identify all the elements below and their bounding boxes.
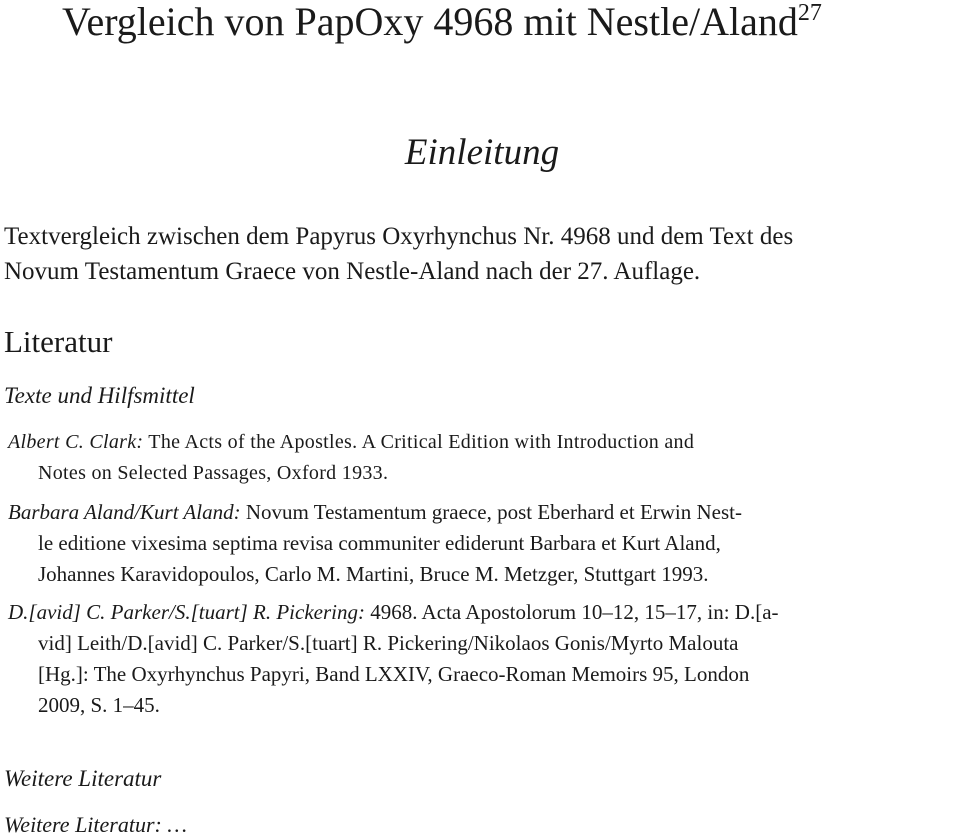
texts-subheading: Texte und Hilfsmittel [4,383,195,408]
bib-parker-line-1-text: 4968. Acta Apostolorum 10–12, 15–17, in: D.[a- [364,600,779,624]
page-title [62,0,822,44]
page-title-text: Vergleich von PapOxy 4968 mit Nestle/Aland [62,0,798,44]
intro-line-1: Textvergleich zwischen dem Papyrus Oxyrhynchus Nr. 4968 und dem Text des [4,223,794,250]
section-heading-einleitung: Einleitung [404,132,560,173]
bib-clark-line-1 [8,427,956,458]
intro-paragraph [4,219,954,289]
bib-parker-line-2: vid] Leith/D.[avid] C. Parker/S.[tuart] R. Pickering/Nikolaos Gonis/Myrto Malouta [38,631,739,655]
intro-line-2: Novum Testamentum Graece von Nestle-Aland nach der 27. Auflage. [4,258,701,285]
further-literature-subheading: Weitere Literatur [4,766,162,791]
literature-heading: Literatur [4,324,113,359]
bib-parker-line-3: [Hg.]: The Oxyrhynchus Papyri, Band LXXIV, Graeco-Roman Memoirs 95, London [38,662,750,686]
bib-parker-line-1 [8,597,956,628]
further-literature-text: Weitere Literatur: … [4,812,187,837]
bib-aland-line-2: le editione vixesima septima revisa communiter ediderunt Barbara et Kurt Aland, [38,531,721,555]
bibliography-entry-aland [8,497,956,590]
bib-parker-author: D.[avid] C. Parker/S.[tuart] R. Pickering: [8,600,365,624]
bib-aland-line-1 [8,497,956,528]
bib-aland-line-1-text: Novum Testamentum graece, post Eberhard et Erwin Nest- [240,500,742,524]
bib-clark-line-2: Notes on Selected Passages, Oxford 1933. [38,462,389,484]
bibliography-entry-parker [8,597,956,721]
bib-aland-line-3: Johannes Karavidopoulos, Carlo M. Martini, Bruce M. Metzger, Stuttgart 1993. [38,562,709,586]
page-title-superscript: 27 [797,0,822,26]
bib-parker-line-4: 2009, S. 1–45. [38,693,160,717]
bib-aland-author: Barbara Aland/Kurt Aland: [8,500,241,524]
bibliography-entry-clark [8,427,956,489]
bib-clark-line-1-text: The Acts of the Apostles. A Critical Edition with Introduction and [143,431,695,453]
bib-clark-author: Albert C. Clark: [8,431,144,453]
